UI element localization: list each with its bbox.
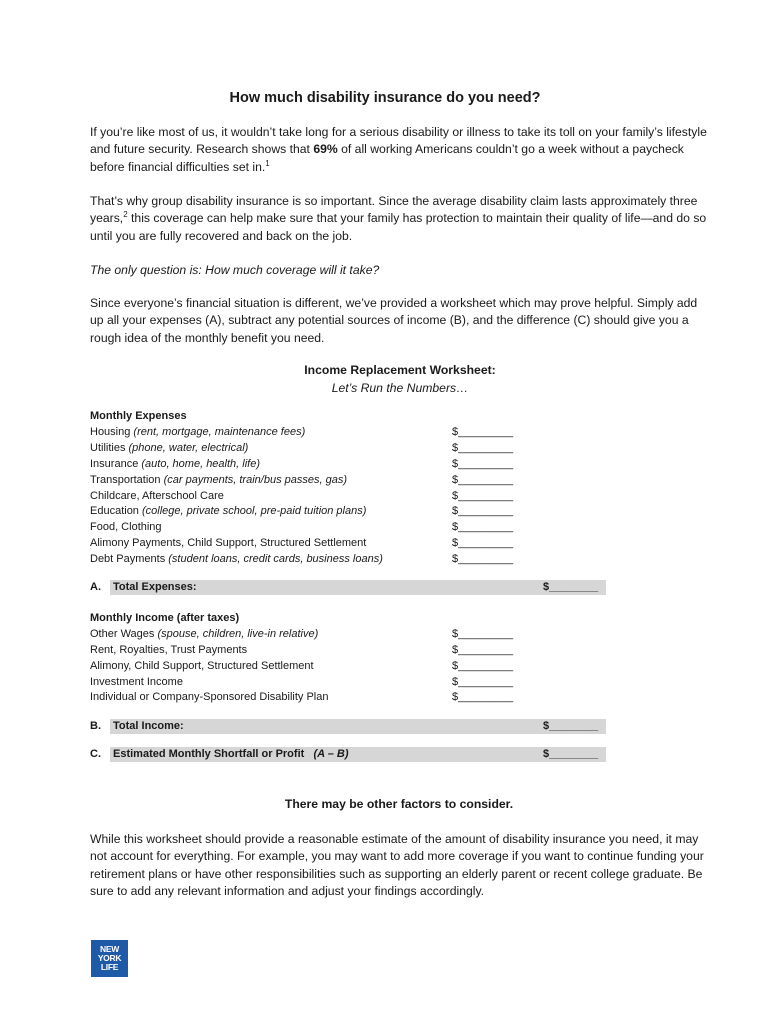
- worksheet-subtitle: Let’s Run the Numbers…: [331, 381, 469, 395]
- total-income-label: Total Income:: [113, 720, 184, 732]
- expense-amount-field[interactable]: $_________: [452, 458, 514, 470]
- expense-item-insurance: Insurance (auto, home, health, life): [90, 458, 260, 470]
- expense-amount-field[interactable]: $_________: [452, 553, 514, 565]
- income-item-rent: Rent, Royalties, Trust Payments: [90, 644, 248, 656]
- income-amount-field[interactable]: $_________: [452, 676, 514, 688]
- income-item-disability-plan: Individual or Company-Sponsored Disability Plan: [90, 691, 329, 703]
- page-title: How much disability insurance do you need?: [229, 90, 541, 106]
- total-income-field[interactable]: $________: [543, 720, 599, 732]
- income-heading: Monthly Income (after taxes): [90, 612, 240, 624]
- intro-paragraph-1: [90, 124, 708, 176]
- expense-amount-field[interactable]: $_________: [452, 505, 514, 517]
- expense-item-transportation: Transportation (car payments, train/bus passes, gas): [90, 474, 347, 486]
- expense-item-utilities: Utilities (phone, water, electrical): [90, 442, 249, 454]
- income-item-investment: Investment Income: [90, 676, 183, 688]
- intro-p1-text-b: of all working Americans couldn’t go a week without a paycheck before financial difficulties set in.: [90, 142, 684, 174]
- expense-amount-field[interactable]: $_________: [452, 474, 514, 486]
- expense-item-education: Education (college, private school, pre-paid tuition plans): [90, 505, 367, 517]
- footnote-ref-2: 2: [123, 210, 128, 220]
- shortfall-field[interactable]: $________: [543, 748, 599, 760]
- income-amount-field[interactable]: $_________: [452, 660, 514, 672]
- income-item-alimony: Alimony, Child Support, Structured Settlement: [90, 660, 314, 672]
- intro-question: The only question is: How much coverage will it take?: [90, 263, 380, 277]
- income-amount-field[interactable]: $_________: [452, 644, 514, 656]
- expense-amount-field[interactable]: $_________: [452, 521, 514, 533]
- shortfall-label: Estimated Monthly Shortfall or Profit (A – B): [113, 748, 349, 760]
- expenses-heading: Monthly Expenses: [90, 410, 187, 422]
- total-expenses-field[interactable]: $________: [543, 581, 599, 593]
- income-item-other-wages: Other Wages (spouse, children, live-in relative): [90, 628, 319, 640]
- total-expenses-label: Total Expenses:: [113, 581, 197, 593]
- expense-item-debt: Debt Payments (student loans, credit cards, business loans): [90, 553, 383, 565]
- intro-p1-stat: 69%: [313, 142, 338, 157]
- expense-item-housing: Housing (rent, mortgage, maintenance fees): [90, 426, 306, 438]
- income-amount-field[interactable]: $_________: [452, 628, 514, 640]
- expense-amount-field[interactable]: $_________: [452, 426, 514, 438]
- expense-item-childcare: Childcare, Afterschool Care: [90, 490, 224, 502]
- intro-paragraph-4: Since everyone’s financial situation is different, we’ve provided a worksheet which may prove helpful. Simply add up all your expenses (A), subtract any potential sources of income (B), and the difference (C) should give you a rough idea of the monthly benefit you need.: [90, 296, 698, 345]
- total-income-bar: [110, 719, 606, 734]
- intro-p2-text-a: That’s why group disability insurance is so important. Since the average disability claim lasts approximately three years,: [90, 194, 698, 226]
- closing-heading: There may be other factors to consider.: [284, 797, 514, 811]
- intro-p1-text-a: If you’re like most of us, it wouldn’t take long for a serious disability or illness to take its toll on your family’s lifestyle and future security. Research shows that: [90, 125, 707, 157]
- footnote-ref-1: 1: [265, 158, 270, 168]
- new-york-life-logo: NEW YORK LIFE: [91, 940, 128, 977]
- intro-p2-text-b: this coverage can help make sure that your family has protection to maintain their quality of life—and do so until you are fully recovered and back on the job.: [90, 211, 707, 243]
- total-income-letter: B.: [90, 720, 101, 732]
- intro-paragraph-2: [90, 193, 708, 245]
- expense-amount-field[interactable]: $_________: [452, 442, 514, 454]
- expense-item-food: Food, Clothing: [90, 521, 162, 533]
- income-amount-field[interactable]: $_________: [452, 691, 514, 703]
- closing-paragraph: While this worksheet should provide a reasonable estimate of the amount of disability insurance you need, it may not account for everything. For example, you may want to add more coverage if you want to continue funding your retirement plans or have other responsibilities such as supporting an elderly parent or recent college graduate. Be sure to add any relevant information and adjust your findings accordingly.: [90, 832, 704, 899]
- expense-amount-field[interactable]: $_________: [452, 537, 514, 549]
- total-expenses-letter: A.: [90, 581, 101, 593]
- worksheet-title: Income Replacement Worksheet:: [304, 363, 496, 377]
- expense-amount-field[interactable]: $_________: [452, 490, 514, 502]
- shortfall-letter: C.: [90, 748, 101, 760]
- expense-item-alimony: Alimony Payments, Child Support, Structured Settlement: [90, 537, 367, 549]
